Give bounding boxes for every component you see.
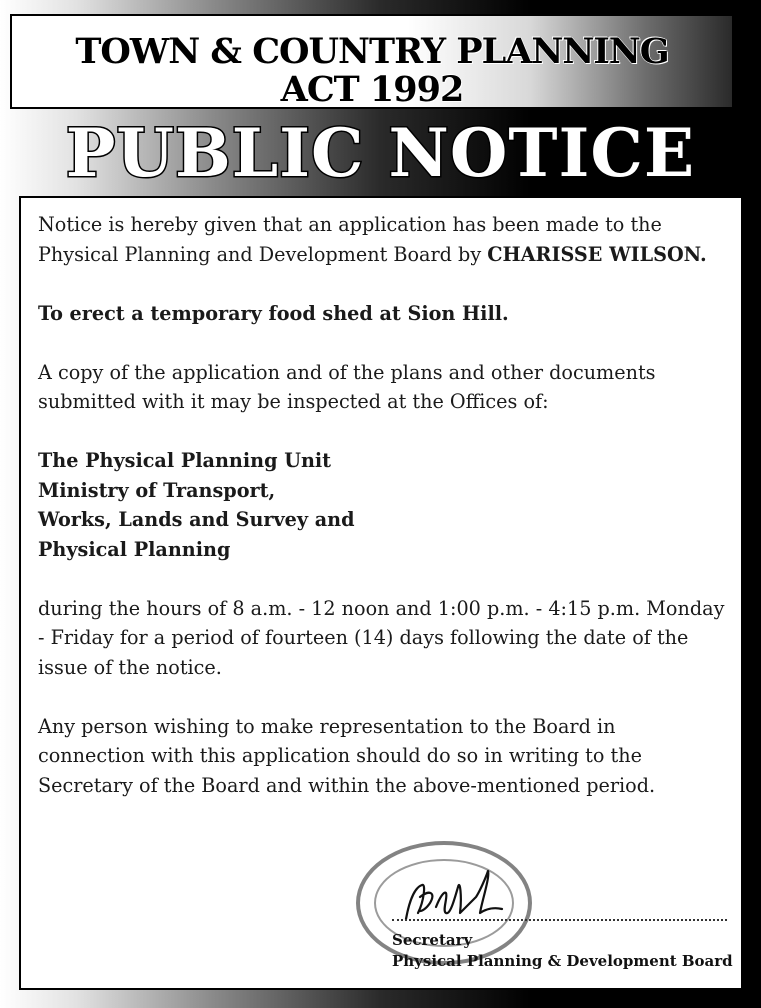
- office-line: Works, Lands and Survey and: [38, 508, 355, 531]
- inspection-paragraph: A copy of the application and of the plans and other documents submitted with it may be inspected at the Offices of:: [38, 360, 656, 413]
- signatory-title: Secretary: [392, 931, 473, 949]
- office-line: Physical Planning: [38, 537, 231, 561]
- office-address: [38, 446, 728, 564]
- act-title-line-2: ACT 1992: [280, 69, 464, 110]
- application-paragraph: [38, 210, 728, 269]
- office-line: The Physical Planning Unit: [38, 449, 332, 472]
- notice-content: [38, 210, 728, 830]
- public-notice-heading: PUBLIC NOTICE: [65, 114, 696, 192]
- act-title-box: [10, 14, 734, 109]
- office-line: Ministry of Transport,: [38, 478, 276, 502]
- signature-block: [356, 841, 736, 981]
- representation-paragraph: Any person wishing to make representation to the Board in connection with this application should do so in writing to the Secretary of the Board and within the above-mentioned period.: [38, 714, 656, 797]
- application-text: Notice is hereby given that an application has been made to the Physical Planning and Development Board by: [38, 213, 662, 266]
- purpose-statement: To erect a temporary food shed at Sion Hill.: [38, 301, 509, 325]
- signature-line: [392, 919, 727, 921]
- notice-body: [19, 196, 743, 990]
- handwritten-signature: [396, 857, 506, 937]
- board-name: Physical Planning & Development Board: [392, 952, 733, 970]
- act-title-line-1: TOWN & COUNTRY PLANNING: [75, 31, 669, 72]
- applicant-name: CHARISSE WILSON.: [487, 242, 707, 266]
- hours-paragraph: during the hours of 8 a.m. - 12 noon and 1:00 p.m. - 4:15 p.m. Monday - Friday for a period of fourteen (14) days following the date of the issue of the notice.: [38, 596, 725, 679]
